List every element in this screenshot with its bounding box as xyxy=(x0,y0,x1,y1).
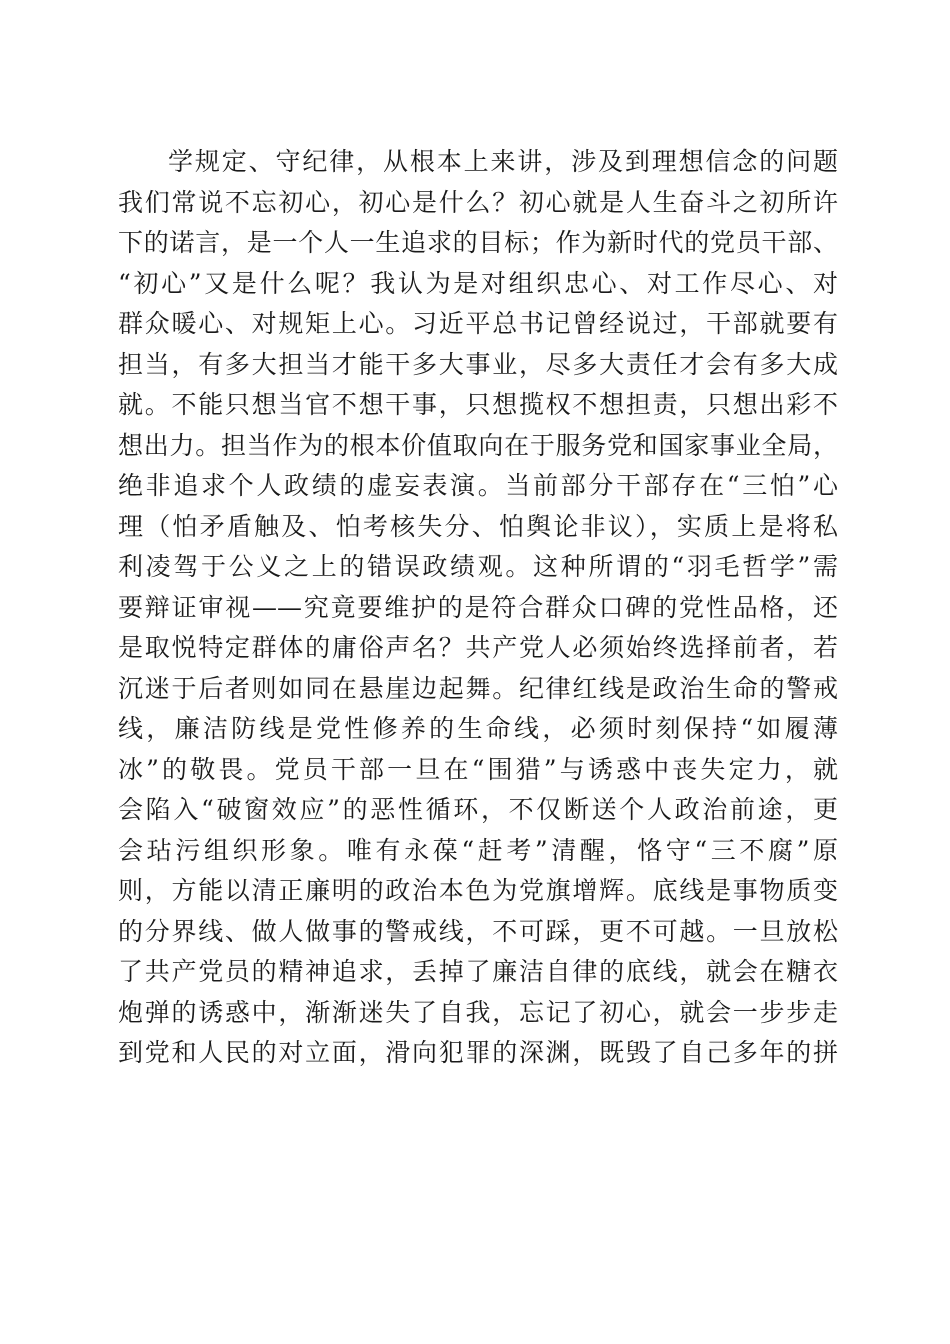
text-line: 会玷污组织形象。唯有永葆“赶考”清醒，恪守“三不腐”原 xyxy=(118,835,838,865)
text-line: 炮弹的诱惑中，渐渐迷失了自我，忘记了初心，就会一步步走 xyxy=(118,997,838,1027)
text-line: 绝非追求个人政绩的虚妄表演。当前部分干部存在“三怕”心 xyxy=(118,471,838,500)
text-line: 了共产党员的精神追求，丢掉了廉洁自律的底线，就会在糖衣 xyxy=(118,957,838,986)
text-line: 则，方能以清正廉明的政治本色为党旗增辉。底线是事物质变 xyxy=(118,876,838,905)
text-line: 下的诺言，是一个人一生追求的目标；作为新时代的党员干部、 xyxy=(118,228,838,257)
text-line: 担当，有多大担当才能干多大事业，尽多大责任才会有多大成 xyxy=(118,349,838,379)
text-line: 冰”的敬畏。党员干部一旦在“围猎”与诱惑中丧失定力，就 xyxy=(118,754,838,784)
text-line: 线，廉洁防线是党性修养的生命线，必须时刻保持“如履薄 xyxy=(118,714,838,743)
text-line: 沉迷于后者则如同在悬崖边起舞。纪律红线是政治生命的警戒 xyxy=(118,673,838,703)
text-line: 要辩证审视——究竟要维护的是符合群众口碑的党性品格，还 xyxy=(118,592,838,622)
text-line: 到党和人民的对立面，滑向犯罪的深渊，既毁了自己多年的拼 xyxy=(118,1038,838,1067)
text-line: 的分界线、做人做事的警戒线，不可踩，更不可越。一旦放松 xyxy=(118,916,838,946)
text-line: 就。不能只想当官不想干事，只想揽权不想担责，只想出彩不 xyxy=(118,390,838,419)
text-line: 会陷入“破窗效应”的恶性循环，不仅断送个人政治前途，更 xyxy=(118,795,838,824)
text-line: 学规定、守纪律，从根本上来讲，涉及到理想信念的问题 xyxy=(168,147,838,176)
text-line: 利凌驾于公义之上的错误政绩观。这种所谓的“羽毛哲学”需 xyxy=(118,552,838,581)
body-paragraph xyxy=(118,142,838,1074)
text-line: “初心”又是什么呢？我认为是对组织忠心、对工作尽心、对 xyxy=(118,268,838,298)
text-line: 想出力。担当作为的根本价值取向在于服务党和国家事业全局， xyxy=(118,430,838,460)
text-line: 我们常说不忘初心，初心是什么？初心就是人生奋斗之初所许 xyxy=(118,187,838,217)
text-line: 群众暖心、对规矩上心。习近平总书记曾经说过，干部就要有 xyxy=(118,309,838,338)
text-line: 是取悦特定群体的庸俗声名？共产党人必须始终选择前者，若 xyxy=(118,633,838,662)
text-line: 理（怕矛盾触及、怕考核失分、怕舆论非议），实质上是将私 xyxy=(118,511,838,541)
